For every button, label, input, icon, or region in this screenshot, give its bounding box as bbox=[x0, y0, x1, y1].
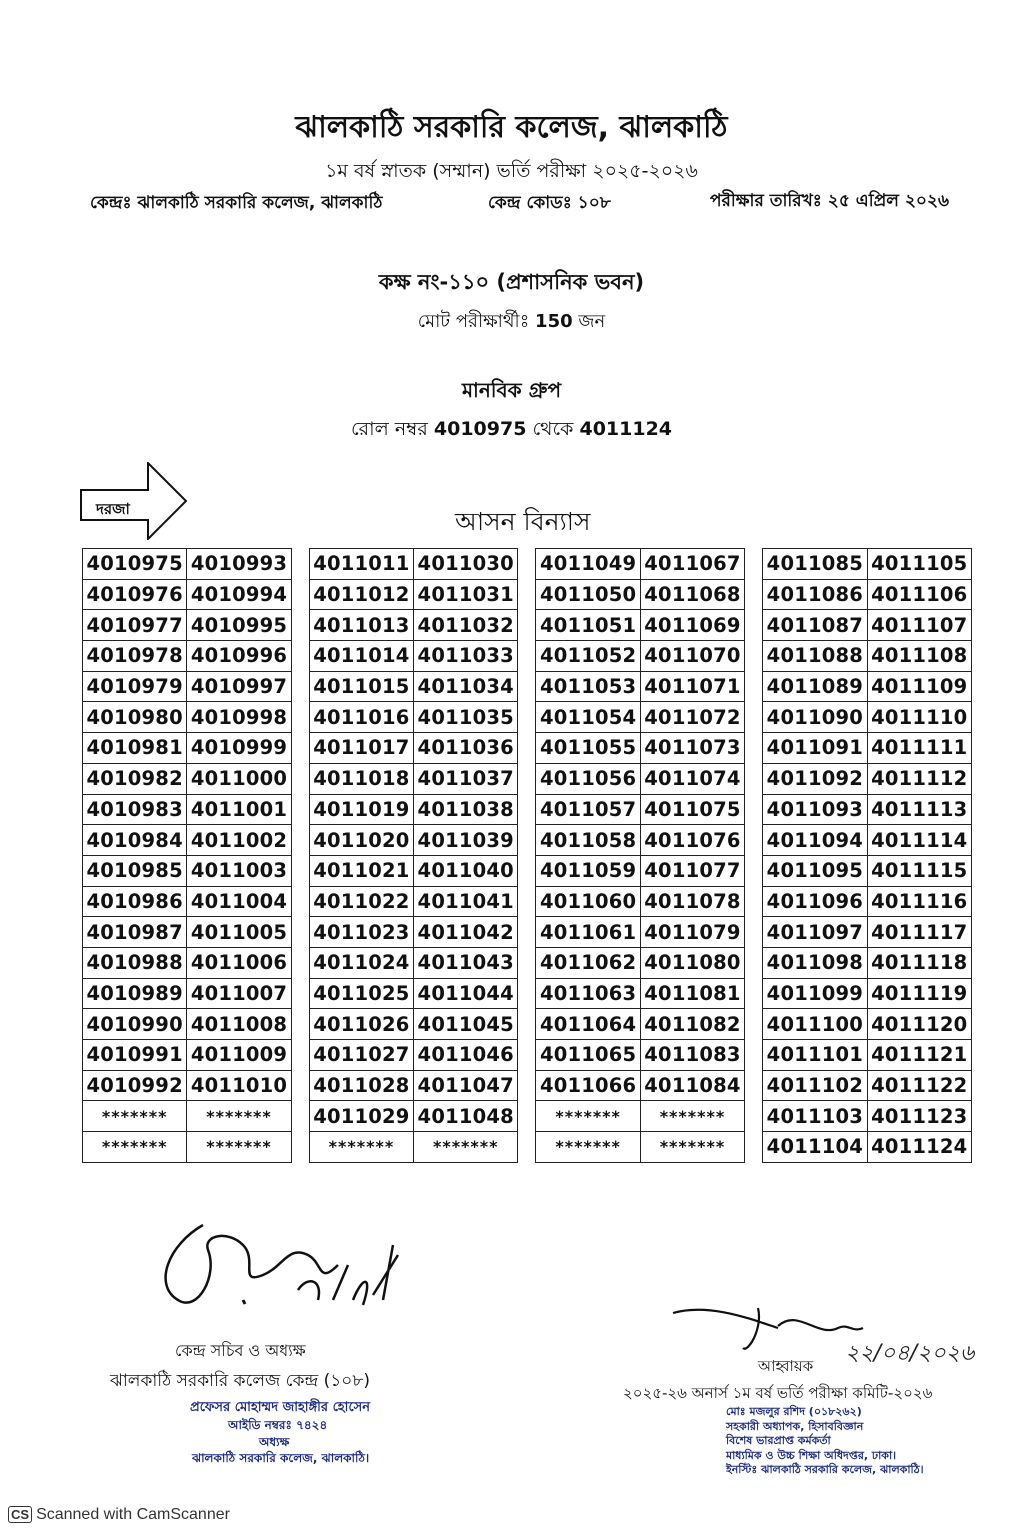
seat-roll-cell: 4011098 bbox=[763, 947, 867, 978]
seat-roll-cell: 4011002 bbox=[187, 825, 291, 856]
seat-roll-cell: 4011099 bbox=[763, 978, 867, 1009]
seat-roll-cell: 4010988 bbox=[83, 947, 187, 978]
seat-roll-cell: 4011014 bbox=[309, 641, 413, 672]
seat-roll-cell: 4011046 bbox=[414, 1040, 518, 1071]
seat-roll-cell: 4011120 bbox=[867, 1009, 971, 1040]
aisle-gap bbox=[518, 702, 536, 733]
seat-roll-cell: 4011042 bbox=[414, 917, 518, 948]
seat-roll-cell: 4011108 bbox=[867, 641, 971, 672]
aisle-gap bbox=[291, 671, 309, 702]
total-count: 150 bbox=[535, 311, 573, 332]
seat-roll-cell: 4011050 bbox=[536, 579, 640, 610]
seat-roll-cell: 4011109 bbox=[867, 671, 971, 702]
aisle-gap bbox=[745, 886, 763, 917]
seat-roll-cell: 4010990 bbox=[83, 1009, 187, 1040]
total-examinees bbox=[0, 307, 1023, 338]
table-row bbox=[83, 610, 972, 641]
seat-roll-cell: 4010982 bbox=[83, 763, 187, 794]
seat-roll-cell: 4011032 bbox=[414, 610, 518, 641]
seat-roll-cell: 4011112 bbox=[867, 763, 971, 794]
seat-roll-cell: 4011074 bbox=[640, 763, 744, 794]
seat-roll-cell: 4011053 bbox=[536, 671, 640, 702]
seat-roll-cell: 4011052 bbox=[536, 641, 640, 672]
right-stamp-line: বিশেষ ভারপ্রাপ্ত কর্মকর্তা bbox=[726, 1434, 831, 1447]
seat-roll-cell: 4011043 bbox=[414, 947, 518, 978]
aisle-gap bbox=[291, 794, 309, 825]
aisle-gap bbox=[518, 1040, 536, 1071]
seat-roll-cell: 4011107 bbox=[867, 610, 971, 641]
seat-roll-cell: 4011066 bbox=[536, 1070, 640, 1101]
aisle-gap bbox=[745, 641, 763, 672]
aisle-gap bbox=[518, 610, 536, 641]
aisle-gap bbox=[518, 1009, 536, 1040]
aisle-gap bbox=[745, 579, 763, 610]
seat-roll-cell: 4011047 bbox=[414, 1070, 518, 1101]
table-row bbox=[83, 1132, 972, 1163]
table-row bbox=[83, 1009, 972, 1040]
table-row bbox=[83, 947, 972, 978]
seat-roll-cell: 4011115 bbox=[867, 855, 971, 886]
seat-roll-cell: 4011101 bbox=[763, 1040, 867, 1071]
seat-roll-cell: 4011017 bbox=[309, 733, 413, 764]
aisle-gap bbox=[518, 917, 536, 948]
total-prefix: মোট পরীক্ষার্থীঃ bbox=[417, 311, 530, 332]
roll-to: 4011124 bbox=[579, 418, 673, 440]
camscanner-watermark bbox=[8, 1506, 230, 1524]
seat-roll-cell: 4011062 bbox=[536, 947, 640, 978]
aisle-gap bbox=[518, 1132, 536, 1163]
seat-roll-cell: 4010996 bbox=[187, 641, 291, 672]
seat-roll-cell: 4011087 bbox=[763, 610, 867, 641]
seat-roll-cell: 4011004 bbox=[187, 886, 291, 917]
seat-roll-cell: 4011012 bbox=[309, 579, 413, 610]
group-name: মানবিক গ্রুপ bbox=[461, 378, 562, 402]
seat-roll-cell: 4011118 bbox=[867, 947, 971, 978]
aisle-gap bbox=[518, 825, 536, 856]
seat-roll-cell: 4011057 bbox=[536, 794, 640, 825]
seat-roll-cell: 4011034 bbox=[414, 671, 518, 702]
seat-roll-cell: 4011021 bbox=[309, 855, 413, 886]
aisle-gap bbox=[745, 763, 763, 794]
seat-roll-cell: 4011055 bbox=[536, 733, 640, 764]
aisle-gap bbox=[518, 733, 536, 764]
seat-roll-cell: 4011071 bbox=[640, 671, 744, 702]
seat-roll-cell: 4011030 bbox=[414, 549, 518, 580]
seat-roll-cell: 4011045 bbox=[414, 1009, 518, 1040]
seat-roll-cell: 4011006 bbox=[187, 947, 291, 978]
seat-roll-cell: 4011100 bbox=[763, 1009, 867, 1040]
seat-roll-cell: ******* bbox=[309, 1132, 413, 1163]
aisle-gap bbox=[291, 1070, 309, 1101]
left-signatory-org: ঝালকাঠি সরকারি কলেজ কেন্দ্র (১০৮) bbox=[110, 1371, 370, 1391]
seat-roll-cell: 4010976 bbox=[83, 579, 187, 610]
seat-roll-cell: 4011033 bbox=[414, 641, 518, 672]
aisle-gap bbox=[291, 1132, 309, 1163]
right-signatory-org: ২০২৫-২৬ অনার্স ১ম বর্ষ ভর্তি পরীক্ষা কমিটি-২০২৬ bbox=[623, 1384, 933, 1402]
total-suffix: জন bbox=[578, 311, 606, 332]
seat-roll-cell: 4010983 bbox=[83, 794, 187, 825]
aisle-gap bbox=[291, 549, 309, 580]
table-row bbox=[83, 917, 972, 948]
seat-roll-cell: 4011116 bbox=[867, 886, 971, 917]
left-stamp-line: আইডি নম্বরঃ ৭৪২৪ bbox=[228, 1418, 328, 1432]
seat-roll-cell: 4010978 bbox=[83, 641, 187, 672]
seat-roll-cell: 4011015 bbox=[309, 671, 413, 702]
seat-roll-cell: 4011069 bbox=[640, 610, 744, 641]
aisle-gap bbox=[518, 641, 536, 672]
seat-roll-cell: 4011114 bbox=[867, 825, 971, 856]
seat-roll-cell: 4011089 bbox=[763, 671, 867, 702]
left-stamp-line: অধ্যক্ষ bbox=[259, 1435, 290, 1449]
aisle-gap bbox=[291, 1040, 309, 1071]
exam-subtitle: ১ম বর্ষ স্নাতক (সম্মান) ভর্তি পরীক্ষা ২০২৫-২০২৬ bbox=[325, 160, 698, 182]
aisle-gap bbox=[745, 1070, 763, 1101]
seat-roll-cell: 4010997 bbox=[187, 671, 291, 702]
seat-roll-cell: 4011013 bbox=[309, 610, 413, 641]
aisle-gap bbox=[518, 886, 536, 917]
aisle-gap bbox=[745, 702, 763, 733]
table-row bbox=[83, 702, 972, 733]
aisle-gap bbox=[291, 579, 309, 610]
aisle-gap bbox=[745, 1101, 763, 1132]
seat-roll-cell: 4011090 bbox=[763, 702, 867, 733]
table-row bbox=[83, 1070, 972, 1101]
aisle-gap bbox=[291, 733, 309, 764]
seat-roll-cell: 4011037 bbox=[414, 763, 518, 794]
seat-roll-cell: 4010986 bbox=[83, 886, 187, 917]
seat-roll-cell: 4011049 bbox=[536, 549, 640, 580]
seat-roll-cell: 4011081 bbox=[640, 978, 744, 1009]
seat-roll-cell: ******* bbox=[640, 1101, 744, 1132]
table-row bbox=[83, 886, 972, 917]
seat-roll-cell: 4011113 bbox=[867, 794, 971, 825]
seat-roll-cell: 4010994 bbox=[187, 579, 291, 610]
aisle-gap bbox=[518, 855, 536, 886]
seat-roll-cell: 4010999 bbox=[187, 733, 291, 764]
roll-range bbox=[0, 415, 1023, 447]
seat-roll-cell: 4011096 bbox=[763, 886, 867, 917]
seat-roll-cell: 4011068 bbox=[640, 579, 744, 610]
seat-roll-cell: 4010993 bbox=[187, 549, 291, 580]
table-row bbox=[83, 1040, 972, 1071]
aisle-gap bbox=[291, 947, 309, 978]
seat-roll-cell: 4011065 bbox=[536, 1040, 640, 1071]
seat-roll-cell: 4011123 bbox=[867, 1101, 971, 1132]
seat-roll-cell: 4011029 bbox=[309, 1101, 413, 1132]
right-stamp-line: সহকারী অধ্যাপক, হিসাববিজ্ঞান bbox=[726, 1420, 864, 1433]
roll-from: 4010975 bbox=[433, 418, 527, 440]
seat-roll-cell: 4011105 bbox=[867, 549, 971, 580]
seat-roll-cell: 4011075 bbox=[640, 794, 744, 825]
seat-roll-cell: 4011036 bbox=[414, 733, 518, 764]
aisle-gap bbox=[745, 1009, 763, 1040]
right-stamp-line: ইনস্টিঃ ঝালকাঠি সরকারি কলেজ, ঝালকাঠি। bbox=[726, 1463, 924, 1476]
seat-roll-cell: 4010991 bbox=[83, 1040, 187, 1071]
aisle-gap bbox=[745, 1040, 763, 1071]
seat-roll-cell: 4011121 bbox=[867, 1040, 971, 1071]
seat-roll-cell: 4010981 bbox=[83, 733, 187, 764]
seat-plan-heading: আসন বিন্যাস bbox=[455, 507, 591, 536]
seat-roll-cell: ******* bbox=[83, 1132, 187, 1163]
seat-roll-cell: 4011064 bbox=[536, 1009, 640, 1040]
seat-roll-cell: 4011003 bbox=[187, 855, 291, 886]
seat-roll-cell: 4011059 bbox=[536, 855, 640, 886]
table-row bbox=[83, 671, 972, 702]
seat-roll-cell: 4011048 bbox=[414, 1101, 518, 1132]
seat-roll-cell: 4011005 bbox=[187, 917, 291, 948]
seat-roll-cell: 4011019 bbox=[309, 794, 413, 825]
seat-roll-cell: 4011092 bbox=[763, 763, 867, 794]
seat-roll-cell: 4011011 bbox=[309, 549, 413, 580]
seat-roll-cell: 4010984 bbox=[83, 825, 187, 856]
center-name: কেন্দ্রঃ ঝালকাঠি সরকারি কলেজ, ঝালকাঠি bbox=[90, 193, 383, 213]
seat-roll-cell: 4011008 bbox=[187, 1009, 291, 1040]
seat-roll-cell: 4011091 bbox=[763, 733, 867, 764]
aisle-gap bbox=[518, 763, 536, 794]
right-stamp-line: মোঃ মজলুর রশিদ (০১৮২৬২) bbox=[726, 1405, 862, 1418]
seat-roll-cell: 4011061 bbox=[536, 917, 640, 948]
seat-roll-cell: 4011007 bbox=[187, 978, 291, 1009]
seat-roll-cell: 4011104 bbox=[763, 1132, 867, 1163]
seat-roll-cell: 4011079 bbox=[640, 917, 744, 948]
seat-roll-cell: 4011025 bbox=[309, 978, 413, 1009]
aisle-gap bbox=[291, 1009, 309, 1040]
watermark-text: Scanned with CamScanner bbox=[36, 1506, 230, 1523]
aisle-gap bbox=[291, 702, 309, 733]
aisle-gap bbox=[518, 549, 536, 580]
seat-roll-cell: 4011035 bbox=[414, 702, 518, 733]
table-row bbox=[83, 855, 972, 886]
seat-roll-cell: 4011022 bbox=[309, 886, 413, 917]
seat-roll-cell: 4011018 bbox=[309, 763, 413, 794]
seat-roll-cell: 4011086 bbox=[763, 579, 867, 610]
seat-roll-cell: 4011038 bbox=[414, 794, 518, 825]
aisle-gap bbox=[518, 794, 536, 825]
seat-roll-cell: 4010987 bbox=[83, 917, 187, 948]
seat-roll-cell: 4011023 bbox=[309, 917, 413, 948]
seat-roll-cell: 4011044 bbox=[414, 978, 518, 1009]
seat-roll-cell: 4011041 bbox=[414, 886, 518, 917]
seat-roll-cell: ******* bbox=[187, 1132, 291, 1163]
seat-roll-cell: 4011009 bbox=[187, 1040, 291, 1071]
seat-roll-cell: 4011020 bbox=[309, 825, 413, 856]
aisle-gap bbox=[745, 855, 763, 886]
seat-roll-cell: 4011000 bbox=[187, 763, 291, 794]
seat-roll-cell: 4011056 bbox=[536, 763, 640, 794]
aisle-gap bbox=[291, 886, 309, 917]
seat-roll-cell: 4011070 bbox=[640, 641, 744, 672]
seat-roll-cell: 4011040 bbox=[414, 855, 518, 886]
door-label: দরজা bbox=[96, 500, 130, 518]
aisle-gap bbox=[745, 671, 763, 702]
seat-roll-cell: 4011111 bbox=[867, 733, 971, 764]
aisle-gap bbox=[291, 610, 309, 641]
seat-roll-cell: 4010975 bbox=[83, 549, 187, 580]
aisle-gap bbox=[745, 917, 763, 948]
aisle-gap bbox=[518, 579, 536, 610]
aisle-gap bbox=[745, 947, 763, 978]
seat-roll-cell: 4010989 bbox=[83, 978, 187, 1009]
center-code: কেন্দ্র কোডঃ ১০৮ bbox=[488, 193, 611, 213]
seat-roll-cell: 4011082 bbox=[640, 1009, 744, 1040]
seat-roll-cell: 4010977 bbox=[83, 610, 187, 641]
seat-roll-cell: 4011102 bbox=[763, 1070, 867, 1101]
seat-roll-cell: 4011103 bbox=[763, 1101, 867, 1132]
left-signature bbox=[148, 1205, 408, 1325]
table-row bbox=[83, 825, 972, 856]
aisle-gap bbox=[745, 549, 763, 580]
seat-roll-cell: 4010995 bbox=[187, 610, 291, 641]
aisle-gap bbox=[291, 763, 309, 794]
seat-roll-cell: 4011010 bbox=[187, 1070, 291, 1101]
aisle-gap bbox=[518, 1101, 536, 1132]
camscanner-logo-icon: CS bbox=[8, 1506, 32, 1523]
seat-roll-cell: 4011119 bbox=[867, 978, 971, 1009]
seat-roll-cell: 4011027 bbox=[309, 1040, 413, 1071]
table-row bbox=[83, 579, 972, 610]
seat-roll-cell: 4010998 bbox=[187, 702, 291, 733]
seat-roll-cell: 4011031 bbox=[414, 579, 518, 610]
table-row bbox=[83, 1101, 972, 1132]
seat-roll-cell: 4010985 bbox=[83, 855, 187, 886]
seat-roll-cell: 4011063 bbox=[536, 978, 640, 1009]
seat-roll-cell: 4011093 bbox=[763, 794, 867, 825]
seat-roll-cell: 4011078 bbox=[640, 886, 744, 917]
aisle-gap bbox=[291, 641, 309, 672]
seat-roll-cell: 4011024 bbox=[309, 947, 413, 978]
right-stamp-line: মাধ্যমিক ও উচ্চ শিক্ষা অধিদপ্তর, ঢাকা। bbox=[726, 1449, 897, 1462]
seat-roll-cell: 4011060 bbox=[536, 886, 640, 917]
aisle-gap bbox=[291, 1101, 309, 1132]
seat-roll-cell: 4011085 bbox=[763, 549, 867, 580]
seat-plan-table bbox=[82, 548, 972, 1163]
seat-roll-cell: 4011067 bbox=[640, 549, 744, 580]
seat-roll-cell: 4011016 bbox=[309, 702, 413, 733]
aisle-gap bbox=[745, 978, 763, 1009]
table-row bbox=[83, 733, 972, 764]
seat-roll-cell: 4011028 bbox=[309, 1070, 413, 1101]
seat-roll-cell: 4011095 bbox=[763, 855, 867, 886]
roll-mid: থেকে bbox=[532, 418, 574, 440]
seat-roll-cell: 4011124 bbox=[867, 1132, 971, 1163]
seat-roll-cell: 4011094 bbox=[763, 825, 867, 856]
aisle-gap bbox=[291, 917, 309, 948]
seat-roll-cell: ******* bbox=[187, 1101, 291, 1132]
seat-roll-cell: 4011097 bbox=[763, 917, 867, 948]
right-signatory-title: আহ্বায়ক bbox=[758, 1357, 814, 1375]
seat-roll-cell: 4011117 bbox=[867, 917, 971, 948]
aisle-gap bbox=[745, 825, 763, 856]
left-signatory-title: কেন্দ্র সচিব ও অধ্যক্ষ bbox=[175, 1341, 306, 1360]
table-row bbox=[83, 794, 972, 825]
seat-roll-cell: 4011039 bbox=[414, 825, 518, 856]
left-stamp-line: প্রফেসর মোহাম্মদ জাহাঙ্গীর হোসেন bbox=[190, 1400, 371, 1415]
aisle-gap bbox=[291, 978, 309, 1009]
aisle-gap bbox=[745, 1132, 763, 1163]
seat-roll-cell: 4011080 bbox=[640, 947, 744, 978]
document-title: ঝালকাঠি সরকারি কলেজ, ঝালকাঠি bbox=[295, 110, 728, 145]
seat-roll-cell: 4011106 bbox=[867, 579, 971, 610]
aisle-gap bbox=[745, 794, 763, 825]
aisle-gap bbox=[745, 610, 763, 641]
seat-roll-cell: 4011051 bbox=[536, 610, 640, 641]
seat-roll-cell: 4011054 bbox=[536, 702, 640, 733]
seat-roll-cell: ******* bbox=[536, 1132, 640, 1163]
seat-roll-cell: 4011077 bbox=[640, 855, 744, 886]
aisle-gap bbox=[518, 1070, 536, 1101]
aisle-gap bbox=[745, 733, 763, 764]
aisle-gap bbox=[518, 978, 536, 1009]
seat-roll-cell: 4011110 bbox=[867, 702, 971, 733]
seat-roll-cell: 4011058 bbox=[536, 825, 640, 856]
aisle-gap bbox=[518, 671, 536, 702]
seat-roll-cell: 4011026 bbox=[309, 1009, 413, 1040]
seat-roll-cell: 4011076 bbox=[640, 825, 744, 856]
seat-roll-cell: 4011122 bbox=[867, 1070, 971, 1101]
seat-roll-cell: 4011072 bbox=[640, 702, 744, 733]
room-label: কক্ষ নং-১১০ (প্রশাসনিক ভবন) bbox=[378, 270, 645, 294]
table-row bbox=[83, 549, 972, 580]
exam-date: পরীক্ষার তারিখঃ ২৫ এপ্রিল ২০২৬ bbox=[710, 191, 950, 211]
seat-roll-cell: 4010980 bbox=[83, 702, 187, 733]
seat-roll-cell: 4011083 bbox=[640, 1040, 744, 1071]
seat-roll-cell: ******* bbox=[83, 1101, 187, 1132]
seat-roll-cell: ******* bbox=[536, 1101, 640, 1132]
seat-roll-cell: 4011084 bbox=[640, 1070, 744, 1101]
aisle-gap bbox=[291, 825, 309, 856]
seat-roll-cell: 4010979 bbox=[83, 671, 187, 702]
table-row bbox=[83, 641, 972, 672]
left-stamp-line: ঝালকাঠি সরকারি কলেজ, ঝালকাঠি। bbox=[192, 1451, 370, 1465]
right-signature bbox=[668, 1298, 868, 1358]
table-row bbox=[83, 763, 972, 794]
aisle-gap bbox=[291, 855, 309, 886]
seat-roll-cell: 4011001 bbox=[187, 794, 291, 825]
aisle-gap bbox=[518, 947, 536, 978]
seat-roll-cell: ******* bbox=[414, 1132, 518, 1163]
right-signature-date: ২২/০৪/২০২৬ bbox=[845, 1341, 975, 1366]
roll-prefix: রোল নম্বর bbox=[350, 418, 428, 440]
seat-roll-cell: ******* bbox=[640, 1132, 744, 1163]
seat-roll-cell: 4010992 bbox=[83, 1070, 187, 1101]
seat-roll-cell: 4011073 bbox=[640, 733, 744, 764]
seat-roll-cell: 4011088 bbox=[763, 641, 867, 672]
table-row bbox=[83, 978, 972, 1009]
